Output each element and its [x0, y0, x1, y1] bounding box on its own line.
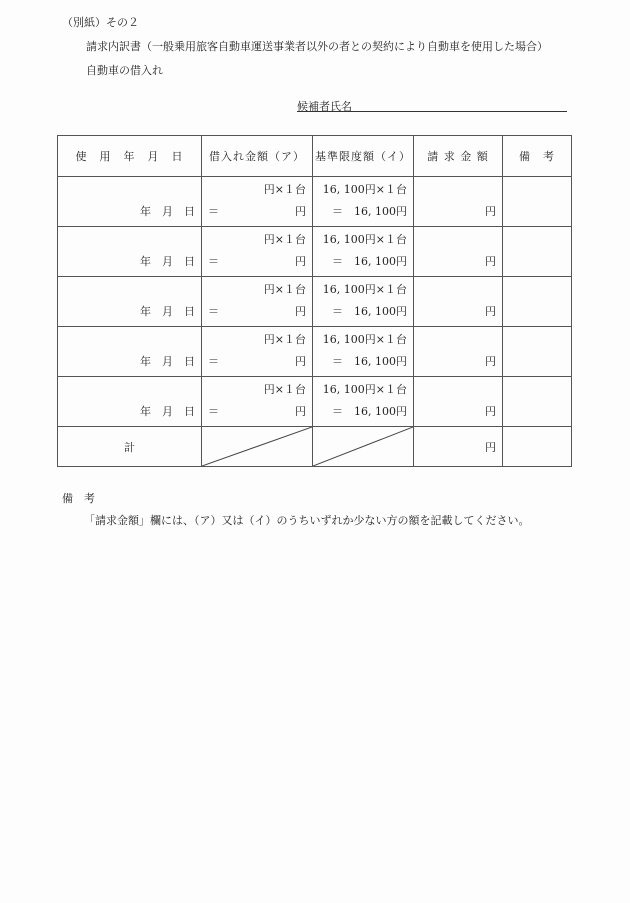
remarks-cell[interactable] — [503, 227, 572, 277]
claim-table — [57, 135, 572, 467]
total-limit-slashed — [313, 427, 414, 467]
header-rental: 借入れ金額（ア） — [202, 136, 313, 177]
notes-title: 備 考 — [62, 492, 95, 505]
candidate-name-field[interactable] — [297, 111, 567, 112]
date-cell[interactable]: 年 月 日 — [58, 377, 202, 427]
header-limit: 基準限度額（イ） — [313, 136, 414, 177]
total-claim[interactable]: 円 — [414, 427, 503, 467]
rental-cell[interactable]: 円×１台 ＝ 円 — [202, 327, 313, 377]
table-row — [58, 327, 572, 377]
remarks-cell[interactable] — [503, 327, 572, 377]
header-date: 使 用 年 月 日 — [58, 136, 202, 177]
header-claim: 請 求 金 額 — [414, 136, 503, 177]
claim-cell[interactable]: 円 — [414, 177, 503, 227]
total-rental-slashed — [202, 427, 313, 467]
header-remarks: 備 考 — [503, 136, 572, 177]
claim-cell[interactable]: 円 — [414, 327, 503, 377]
rental-cell[interactable]: 円×１台 ＝ 円 — [202, 227, 313, 277]
document-subtitle: 自動車の借入れ — [86, 64, 163, 77]
rental-cell[interactable]: 円×１台 ＝ 円 — [202, 277, 313, 327]
claim-cell[interactable]: 円 — [414, 277, 503, 327]
table-row — [58, 377, 572, 427]
table-row — [58, 277, 572, 327]
table-row — [58, 227, 572, 277]
candidate-name-label: 候補者氏名 — [297, 100, 352, 113]
limit-cell: 16, 100円×１台 ＝ 16, 100円 — [313, 277, 414, 327]
attachment-label: （別紙）その２ — [62, 16, 139, 29]
remarks-cell[interactable] — [503, 177, 572, 227]
limit-cell: 16, 100円×１台 ＝ 16, 100円 — [313, 377, 414, 427]
document-title: 請求内訳書（一般乗用旅客自動車運送事業者以外の者との契約により自動車を使用した場合） — [86, 40, 548, 53]
rental-cell[interactable]: 円×１台 ＝ 円 — [202, 377, 313, 427]
table-header-row — [58, 136, 572, 177]
date-cell[interactable]: 年 月 日 — [58, 277, 202, 327]
claim-cell[interactable]: 円 — [414, 227, 503, 277]
rental-cell[interactable]: 円×１台 ＝ 円 — [202, 177, 313, 227]
limit-cell: 16, 100円×１台 ＝ 16, 100円 — [313, 327, 414, 377]
limit-cell: 16, 100円×１台 ＝ 16, 100円 — [313, 177, 414, 227]
claim-cell[interactable]: 円 — [414, 377, 503, 427]
date-cell[interactable]: 年 月 日 — [58, 327, 202, 377]
total-label: 計 — [58, 427, 202, 467]
total-row — [58, 427, 572, 467]
date-cell[interactable]: 年 月 日 — [58, 177, 202, 227]
remarks-cell[interactable] — [503, 277, 572, 327]
total-remarks[interactable] — [503, 427, 572, 467]
table-row — [58, 177, 572, 227]
remarks-cell[interactable] — [503, 377, 572, 427]
limit-cell: 16, 100円×１台 ＝ 16, 100円 — [313, 227, 414, 277]
notes-body: 「請求金額」欄には、（ア）又は（イ）のうちいずれか少ない方の額を記載してください。 — [84, 514, 530, 527]
date-cell[interactable]: 年 月 日 — [58, 227, 202, 277]
